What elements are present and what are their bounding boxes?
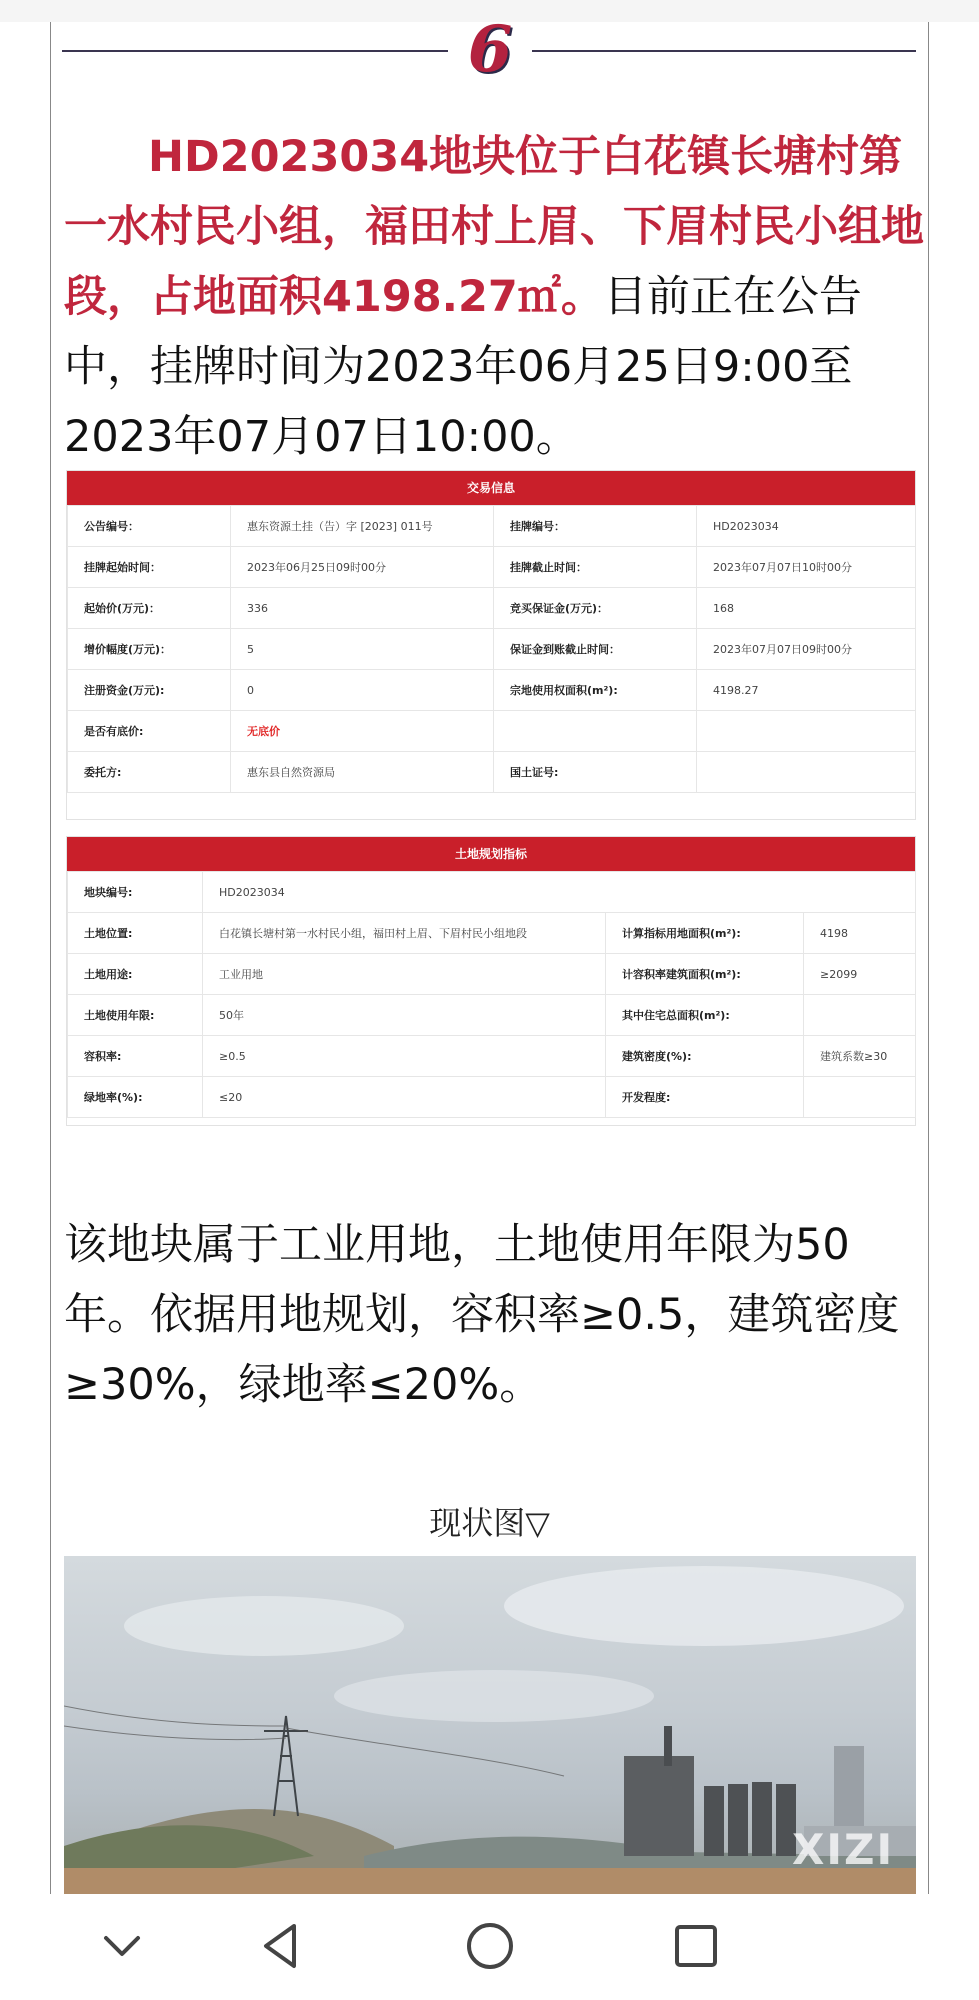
table-cell-label: 其中住宅总面积(m²): xyxy=(606,995,804,1036)
table-row xyxy=(68,506,916,547)
table-cell-label: 起始价(万元)： xyxy=(68,588,231,629)
section-divider-left xyxy=(62,50,448,52)
table-cell-label: 挂牌起始时间： xyxy=(68,547,231,588)
table-cell-label: 开发程度: xyxy=(606,1077,804,1118)
table-cell-label: 保证金到账截止时间： xyxy=(494,629,697,670)
chevron-down-icon[interactable] xyxy=(92,1916,152,1976)
table-row xyxy=(68,629,916,670)
table-cell-value: HD2023034 xyxy=(203,872,916,913)
table-cell-value xyxy=(804,995,916,1036)
table-cell-label: 是否有底价: xyxy=(68,711,231,752)
intro-paragraph xyxy=(64,122,924,472)
table-cell-label: 计容积率建筑面积(m²): xyxy=(606,954,804,995)
table-row xyxy=(68,711,916,752)
table-cell-label: 建筑密度(%): xyxy=(606,1036,804,1077)
table-cell-value: 白花镇长塘村第一水村民小组，福田村上眉、下眉村民小组地段 xyxy=(203,913,606,954)
table-row xyxy=(68,1036,916,1077)
table-cell-label: 土地使用年限: xyxy=(68,995,203,1036)
table-cell-label: 注册资金(万元): xyxy=(68,670,231,711)
land-plan-table xyxy=(66,836,916,1126)
table-row xyxy=(68,1077,916,1118)
table-cell-label: 计算指标用地面积(m²): xyxy=(606,913,804,954)
table-cell-value: 4198 xyxy=(804,913,916,954)
table-cell-value: 168 xyxy=(697,588,916,629)
table-cell-value xyxy=(697,711,916,752)
table-cell-value: ≥2099 xyxy=(804,954,916,995)
table-cell-value: 4198.27 xyxy=(697,670,916,711)
table-row xyxy=(68,995,916,1036)
table-cell-label: 宗地使用权面积(m²): xyxy=(494,670,697,711)
system-navigation-bar xyxy=(0,1894,979,2000)
table-cell-value: 2023年07月07日10时00分 xyxy=(697,547,916,588)
table-cell-value: 无底价 xyxy=(231,711,494,752)
table-cell-value: 50年 xyxy=(203,995,606,1036)
trade-info-table xyxy=(66,470,916,820)
table-cell-label: 挂牌截止时间： xyxy=(494,547,697,588)
table-cell-value xyxy=(697,752,916,793)
table-cell-value: 惠东县自然资源局 xyxy=(231,752,494,793)
table-cell-label: 国土证号: xyxy=(494,752,697,793)
back-icon[interactable] xyxy=(252,1916,312,1976)
table-cell-value: 5 xyxy=(231,629,494,670)
table-cell-label: 委托方: xyxy=(68,752,231,793)
table-row xyxy=(68,954,916,995)
table-cell-value: 工业用地 xyxy=(203,954,606,995)
article-frame-right xyxy=(928,22,929,1894)
table-row xyxy=(68,872,916,913)
table-row xyxy=(68,752,916,793)
table-cell-value: 336 xyxy=(231,588,494,629)
table-cell-value: HD2023034 xyxy=(697,506,916,547)
home-icon[interactable] xyxy=(460,1916,520,1976)
table-cell-label: 土地位置: xyxy=(68,913,203,954)
table-row xyxy=(68,588,916,629)
intro-rest: 目前正在公告中，挂牌时间为2023年06月25日9:00至2023年07月07日10:00。 xyxy=(64,272,862,462)
table-cell-label: 地块编号: xyxy=(68,872,203,913)
table-row xyxy=(68,670,916,711)
table-cell-value: 2023年06月25日09时00分 xyxy=(231,547,494,588)
usage-paragraph: 该地块属于工业用地，土地使用年限为50年。依据用地规划，容积率≥0.5，建筑密度≥30%，绿地率≤20%。 xyxy=(64,1220,900,1410)
table-cell-label: 土地用途: xyxy=(68,954,203,995)
recent-apps-icon[interactable] xyxy=(666,1916,726,1976)
table-row xyxy=(68,547,916,588)
table-cell-label: 挂牌编号： xyxy=(494,506,697,547)
table-cell-label: 绿地率(%): xyxy=(68,1077,203,1118)
table-cell-label xyxy=(494,711,697,752)
table-cell-label: 公告编号： xyxy=(68,506,231,547)
intro-highlight: HD2023034地块位于白花镇长塘村第一水村民小组，福田村上眉、下眉村民小组地段，占地面积4198.27㎡。 xyxy=(64,132,924,322)
site-photo xyxy=(64,1556,916,1894)
table-cell-value xyxy=(804,1077,916,1118)
table-cell-value: ≥0.5 xyxy=(203,1036,606,1077)
table-cell-label: 增价幅度(万元)： xyxy=(68,629,231,670)
article-frame-left xyxy=(50,22,51,1894)
trade-info-title: 交易信息 xyxy=(67,471,915,505)
table-cell-value: ≤20 xyxy=(203,1077,606,1118)
table-cell-label: 容积率: xyxy=(68,1036,203,1077)
table-cell-label: 竞买保证金(万元)： xyxy=(494,588,697,629)
section-divider-right xyxy=(532,50,916,52)
table-cell-value: 建筑系数≥30 xyxy=(804,1036,916,1077)
site-photo-scene xyxy=(64,1556,916,1894)
table-cell-value: 0 xyxy=(231,670,494,711)
photo-caption: 现状图▽ xyxy=(429,1504,550,1542)
table-cell-value: 惠东资源土挂（告）字 [2023] 011号 xyxy=(231,506,494,547)
watermark-logo: XIZI xyxy=(792,1825,895,1874)
land-plan-title: 土地规划指标 xyxy=(67,837,915,871)
section-number: 6 xyxy=(467,12,513,87)
table-cell-value: 2023年07月07日09时00分 xyxy=(697,629,916,670)
table-row xyxy=(68,913,916,954)
